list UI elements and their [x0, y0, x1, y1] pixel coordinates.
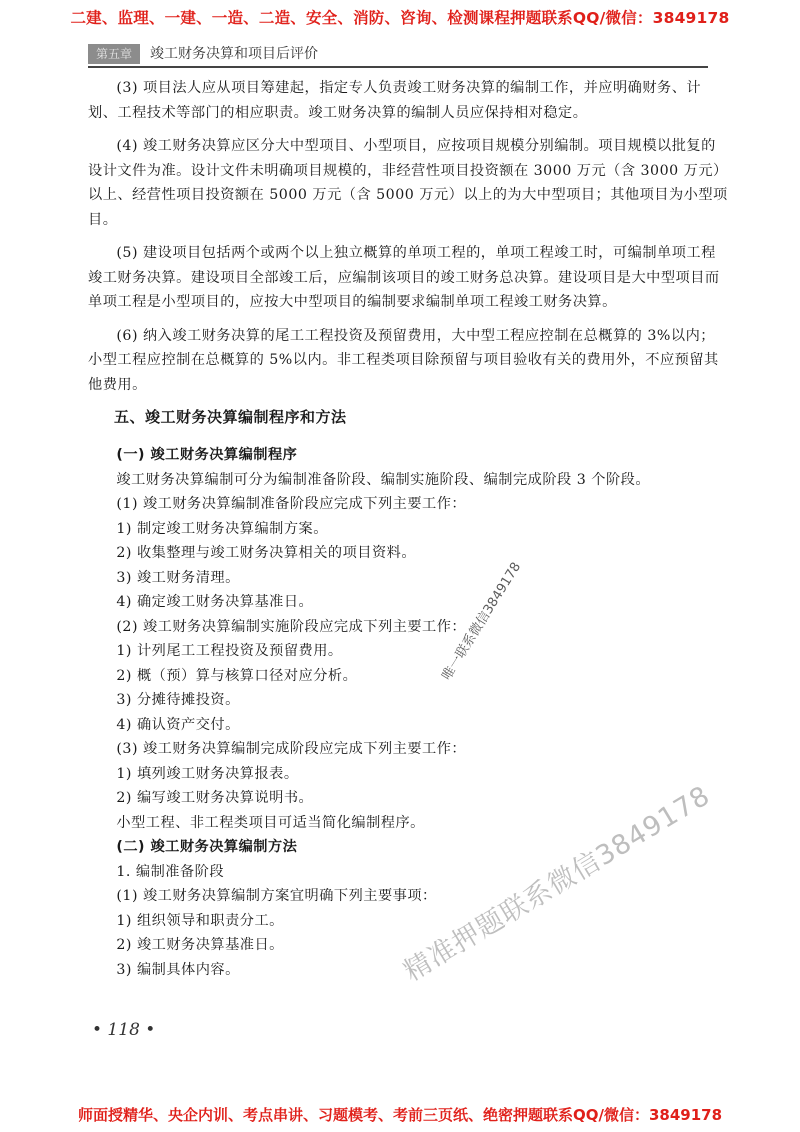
- paragraph-5: (5) 建设项目包括两个或两个以上独立概算的单项工程的，单项工程竣工时，可编制单项工程竣工财务决算。建设项目全部竣工后，应编制该项目的竣工财务总决算。建设项目是大中型项目而单项工程是小型项目的，应按大中型项目的编制要求编制单项工程竣工财务决算。: [88, 245, 720, 310]
- list-item: (2) 竣工财务决算编制实施阶段应完成下列主要工作：: [116, 618, 467, 635]
- list-item: (1) 竣工财务决算编制方案宜明确下列主要事项：: [116, 888, 437, 904]
- subsection1-title: (一) 竣工财务决算编制程序: [116, 447, 298, 463]
- list-item: 小型工程、非工程类项目可适当简化编制程序。: [116, 814, 425, 831]
- list-item: 竣工财务决算编制可分为编制准备阶段、编制实施阶段、编制完成阶段 3 个阶段。: [116, 471, 651, 488]
- list-item: 3) 分摊待摊投资。: [116, 692, 240, 708]
- list-item: 1) 计列尾工工程投资及预留费用。: [116, 643, 343, 659]
- watermark-large: 精准押题联系微信3849178: [398, 780, 716, 988]
- section-heading: 五、竣工财务决算编制程序和方法: [114, 408, 347, 426]
- list-item: 2) 编写竣工财务决算说明书。: [116, 790, 314, 806]
- list-item: 1) 填列竣工财务决算报表。: [116, 765, 299, 782]
- list-item: 2) 竣工财务决算基准日。: [116, 937, 284, 953]
- page-number: • 118 •: [92, 1020, 156, 1040]
- paragraph-6: (6) 纳入竣工财务决算的尾工工程投资及预留费用，大中型工程应控制在总概算的 3%以内；小型工程应控制在总概算的 5%以内。非工程类项目除预留与项目验收有关的费用外，不应预留其他费用。: [88, 327, 719, 393]
- list-item: 3) 竣工财务清理。: [116, 569, 240, 586]
- list-item: (3) 竣工财务决算编制完成阶段应完成下列主要工作：: [116, 741, 467, 757]
- paragraph-4: (4) 竣工财务决算应区分大中型项目、小型项目，应按项目规模分别编制。项目规模以批复的设计文件为准。设计文件未明确项目规模的，非经营性项目投资额在 3000 万元（含 3000 万元）以上、经营性项目投资额在 5000 万元（含 5000 万元）以上的为大中型项目；其他项目为小型项目。: [88, 138, 728, 228]
- list-item: 1) 制定竣工财务决算编制方案。: [116, 520, 328, 537]
- chapter-header: [88, 44, 708, 68]
- chapter-title: 竣工财务决算和项目后评价: [150, 46, 318, 62]
- subsection2-title: (二) 竣工财务决算编制方法: [116, 839, 298, 855]
- list-item: (1) 竣工财务决算编制准备阶段应完成下列主要工作：: [116, 496, 467, 512]
- list-item: 2) 收集整理与竣工财务决算相关的项目资料。: [116, 545, 417, 561]
- watermark-small: 唯一联系微信3849178: [439, 559, 525, 684]
- top-promo-banner: 二建、监理、一建、一造、二造、安全、消防、咨询、检测课程押题联系QQ/微信：3849178: [70, 9, 730, 27]
- list-item: 2) 概（预）算与核算口径对应分析。: [116, 667, 358, 684]
- list-item: 4) 确认资产交付。: [116, 716, 240, 733]
- list-item: 1. 编制准备阶段: [116, 863, 225, 880]
- list-item: 4) 确定竣工财务决算基准日。: [116, 594, 314, 610]
- paragraph-3: (3) 项目法人应从项目筹建起，指定专人负责竣工财务决算的编制工作，并应明确财务、计划、工程技术等部门的相应职责。竣工财务决算的编制人员应保持相对稳定。: [88, 80, 702, 121]
- list-item: 3) 编制具体内容。: [116, 961, 240, 978]
- chapter-tag: 第五章: [88, 44, 140, 64]
- bottom-promo-banner: 师面授精华、央企内训、考点串讲、习题模考、考前三页纸、绝密押题联系QQ/微信：3849178: [77, 1106, 723, 1124]
- list-item: 1) 组织领导和职责分工。: [116, 912, 284, 929]
